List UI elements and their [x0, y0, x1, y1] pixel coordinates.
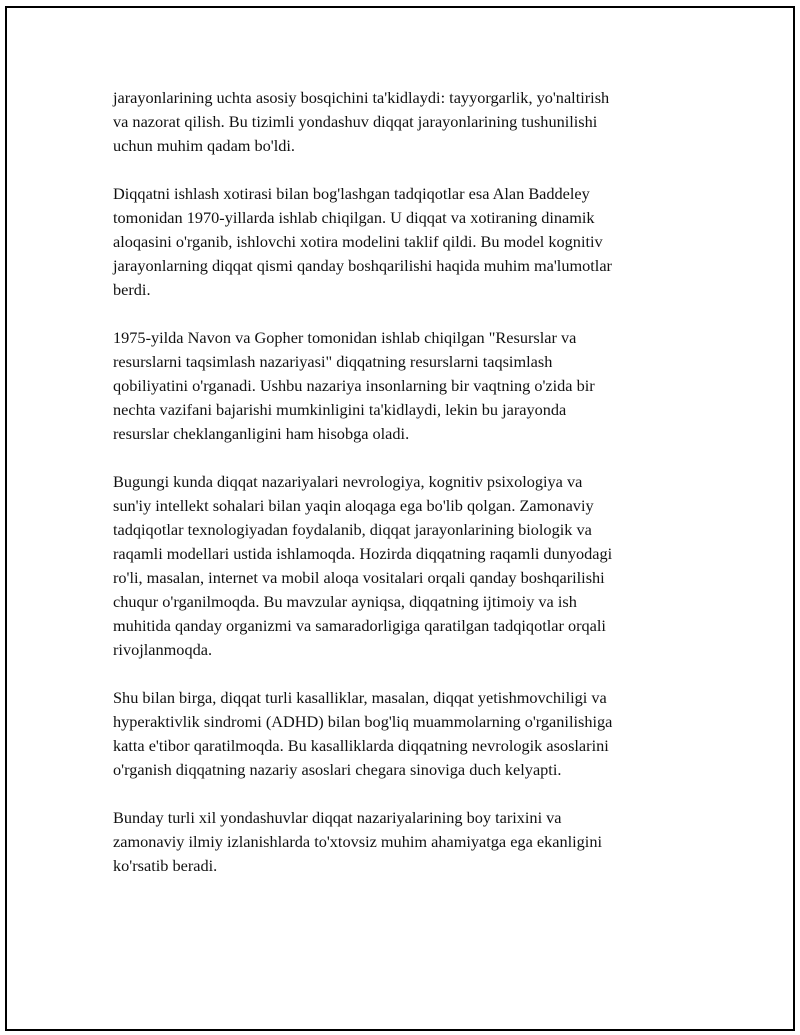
- paragraph: [113, 806, 693, 878]
- text-line: hyperaktivlik sindromi (ADHD) bilan bog'liq muammolarning o'rganilishiga: [113, 712, 613, 731]
- text-line: Diqqatni ishlash xotirasi bilan bog'lashgan tadqiqotlar esa Alan Baddeley: [113, 184, 590, 203]
- paragraph: [113, 182, 693, 302]
- text-line: uchun muhim qadam bo'ldi.: [113, 136, 296, 155]
- text-line: aloqasini o'rganib, ishlovchi xotira modelini taklif qildi. Bu model kognitiv: [113, 232, 603, 251]
- text-line: katta e'tibor qaratilmoqda. Bu kasalliklarda diqqatning nevrologik asoslarini: [113, 736, 609, 755]
- text-line: ro'li, masalan, internet va mobil aloqa vositalari orqali qanday boshqarilishi: [113, 568, 605, 587]
- text-line: Bunday turli xil yondashuvlar diqqat nazariyalarining boy tarixini va: [113, 808, 562, 827]
- paragraph: [113, 86, 693, 158]
- text-line: nechta vazifani bajarishi mumkinligini ta'kidlaydi, lekin bu jarayonda: [113, 400, 567, 419]
- text-line: muhitida qanday organizmi va samaradorligiga qaratilgan tadqiqotlar orqali: [113, 616, 606, 635]
- text-line: ko'rsatib beradi.: [113, 856, 218, 875]
- text-line: o'rganish diqqatning nazariy asoslari chegara sinoviga duch kelyapti.: [113, 760, 562, 779]
- text-line: Bugungi kunda diqqat nazariyalari nevrologiya, kognitiv psixologiya va: [113, 472, 583, 491]
- document-body: [113, 86, 693, 902]
- text-line: raqamli modellari ustida ishlamoqda. Hozirda diqqatning raqamli dunyodagi: [113, 544, 613, 563]
- text-line: berdi.: [113, 280, 151, 299]
- paragraph: [113, 470, 693, 662]
- text-line: Shu bilan birga, diqqat turli kasalliklar, masalan, diqqat yetishmovchiligi va: [113, 688, 607, 707]
- text-line: jarayonlarning diqqat qismi qanday boshqarilishi haqida muhim ma'lumotlar: [113, 256, 612, 275]
- text-line: qobiliyatini o'rganadi. Ushbu nazariya insonlarning bir vaqtning o'zida bir: [113, 376, 595, 395]
- text-line: rivojlanmoqda.: [113, 640, 213, 659]
- text-line: resurslarni taqsimlash nazariyasi" diqqatning resurslarni taqsimlash: [113, 352, 553, 371]
- text-line: zamonaviy ilmiy izlanishlarda to'xtovsiz muhim ahamiyatga ega ekanligini: [113, 832, 602, 851]
- paragraph: [113, 686, 693, 782]
- paragraph: [113, 326, 693, 446]
- text-line: sun'iy intellekt sohalari bilan yaqin aloqaga ega bo'lib qolgan. Zamonaviy: [113, 496, 594, 515]
- text-line: chuqur o'rganilmoqda. Bu mavzular ayniqsa, diqqatning ijtimoiy va ish: [113, 592, 577, 611]
- text-line: resurslar cheklanganligini ham hisobga oladi.: [113, 424, 410, 443]
- text-line: va nazorat qilish. Bu tizimli yondashuv diqqat jarayonlarining tushunilishi: [113, 112, 598, 131]
- text-line: tadqiqotlar texnologiyadan foydalanib, diqqat jarayonlarining biologik va: [113, 520, 592, 539]
- text-line: tomonidan 1970-yillarda ishlab chiqilgan. U diqqat va xotiraning dinamik: [113, 208, 595, 227]
- text-line: 1975-yilda Navon va Gopher tomonidan ishlab chiqilgan "Resurslar va: [113, 328, 577, 347]
- text-line: jarayonlarining uchta asosiy bosqichini ta'kidlaydi: tayyorgarlik, yo'naltirish: [113, 88, 610, 107]
